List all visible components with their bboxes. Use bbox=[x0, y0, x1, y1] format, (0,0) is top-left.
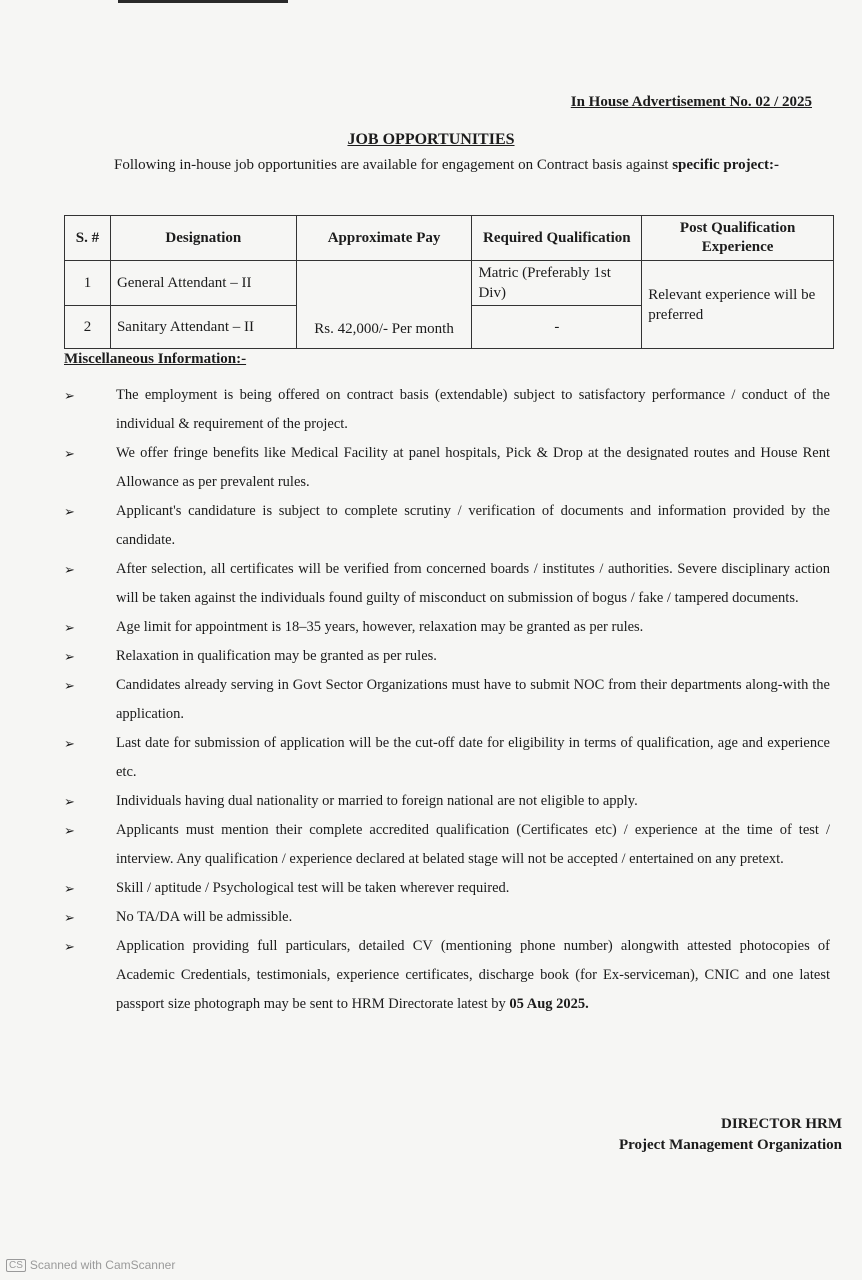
row-sno: 2 bbox=[65, 306, 111, 349]
last-date: 05 Aug 2025. bbox=[509, 996, 589, 1012]
list-item-text: We offer fringe benefits like Medical Facility at panel hospitals, Pick & Drop at the designated routes and House Rent Allowance as per prevalent rules. bbox=[116, 445, 830, 490]
row-designation: Sanitary Attendant – II bbox=[110, 306, 296, 349]
list-item-text: Relaxation in qualification may be granted as per rules. bbox=[116, 648, 437, 664]
list-item-text: Applicant's candidature is subject to complete scrutiny / verification of documents and information provided by the candidate. bbox=[116, 503, 830, 548]
header-pay: Approximate Pay bbox=[296, 216, 472, 261]
list-item bbox=[64, 381, 830, 439]
arrow-bullet-icon: ➢ bbox=[64, 881, 75, 896]
list-item bbox=[64, 497, 830, 555]
list-item bbox=[64, 816, 830, 874]
list-item-text: Applicants must mention their complete accredited qualification (Certificates etc) / experience at the time of test / interview. Any qualification / experience declared at belated stage will not be accepted / entertained on any pretext. bbox=[116, 822, 830, 867]
arrow-bullet-icon: ➢ bbox=[64, 823, 75, 838]
arrow-bullet-icon: ➢ bbox=[64, 504, 75, 519]
list-item bbox=[64, 932, 830, 1019]
arrow-bullet-icon: ➢ bbox=[64, 678, 75, 693]
row-designation: General Attendant – II bbox=[110, 261, 296, 306]
list-item bbox=[64, 874, 830, 903]
pay-cell: Rs. 42,000/- Per month bbox=[296, 261, 472, 349]
signatory-designation: DIRECTOR HRM bbox=[721, 1116, 842, 1132]
arrow-bullet-icon: ➢ bbox=[64, 388, 75, 403]
signatory-organization: Project Management Organization bbox=[618, 1137, 842, 1153]
list-item bbox=[64, 613, 830, 642]
page-title: JOB OPPORTUNITIES bbox=[347, 131, 515, 148]
header-sno: S. # bbox=[65, 216, 111, 261]
table-header-row bbox=[65, 216, 834, 261]
arrow-bullet-icon: ➢ bbox=[64, 939, 75, 954]
list-item bbox=[64, 439, 830, 497]
list-item bbox=[64, 787, 830, 816]
header-designation: Designation bbox=[110, 216, 296, 261]
arrow-bullet-icon: ➢ bbox=[64, 794, 75, 809]
list-item-text: Last date for submission of application will be the cut-off date for eligibility in terms of qualification, age and experience etc. bbox=[116, 735, 830, 780]
list-item-text: Skill / aptitude / Psychological test will be taken wherever required. bbox=[116, 880, 510, 896]
header-experience: Post Qualification Experience bbox=[642, 216, 834, 261]
arrow-bullet-icon: ➢ bbox=[64, 910, 75, 925]
arrow-bullet-icon: ➢ bbox=[64, 736, 75, 751]
misc-heading: Miscellaneous Information:- bbox=[64, 351, 247, 367]
top-edge-line bbox=[118, 0, 288, 3]
list-item bbox=[64, 729, 830, 787]
arrow-bullet-icon: ➢ bbox=[64, 649, 75, 664]
list-item-text: Individuals having dual nationality or married to foreign national are not eligible to apply. bbox=[116, 793, 638, 809]
intro-bold-text: specific project:- bbox=[672, 157, 779, 173]
header-qualification: Required Qualification bbox=[472, 216, 642, 261]
list-item-text: The employment is being offered on contract basis (extendable) subject to satisfactory performance / conduct of the individual & requirement of the project. bbox=[116, 387, 830, 432]
list-item bbox=[64, 555, 830, 613]
arrow-bullet-icon: ➢ bbox=[64, 562, 75, 577]
watermark-text: Scanned with CamScanner bbox=[29, 1258, 176, 1272]
list-item-text: Candidates already serving in Govt Sector Organizations must have to submit NOC from their departments along-with the application. bbox=[116, 677, 830, 722]
signature-block bbox=[619, 1114, 842, 1156]
list-item bbox=[64, 671, 830, 729]
list-item-text: Application providing full particulars, detailed CV (mentioning phone number) alongwith attested photocopies of Academic Credentials, testimonials, experience certificates, discharge book (for Ex-serviceman), CNIC and one latest passport size photograph may be sent to HRM Directorate latest by bbox=[116, 938, 830, 1012]
list-item-text: No TA/DA will be admissible. bbox=[116, 909, 293, 925]
scanner-watermark bbox=[6, 1258, 175, 1272]
experience-cell: Relevant experience will be preferred bbox=[642, 261, 834, 349]
arrow-bullet-icon: ➢ bbox=[64, 446, 75, 461]
row-qualification: Matric (Preferably 1st Div) bbox=[472, 261, 642, 306]
advertisement-number: In House Advertisement No. 02 / 2025 bbox=[570, 94, 812, 110]
jobs-table bbox=[64, 215, 834, 349]
camscanner-logo-icon: CS bbox=[6, 1259, 26, 1272]
misc-list bbox=[64, 381, 830, 1019]
row-qualification: - bbox=[472, 306, 642, 349]
row-sno: 1 bbox=[65, 261, 111, 306]
intro-paragraph bbox=[64, 155, 808, 176]
list-item bbox=[64, 903, 830, 932]
arrow-bullet-icon: ➢ bbox=[64, 620, 75, 635]
list-item-text: After selection, all certificates will be verified from concerned boards / institutes / authorities. Severe disciplinary action will be taken against the individuals found guilty of misconduct on submission of bogus / fake / tampered documents. bbox=[116, 561, 830, 606]
list-item-text: Age limit for appointment is 18–35 years, however, relaxation may be granted as per rules. bbox=[116, 619, 644, 635]
intro-text: Following in-house job opportunities are available for engagement on Contract basis against bbox=[114, 157, 669, 173]
table-row bbox=[65, 261, 834, 306]
list-item bbox=[64, 642, 830, 671]
